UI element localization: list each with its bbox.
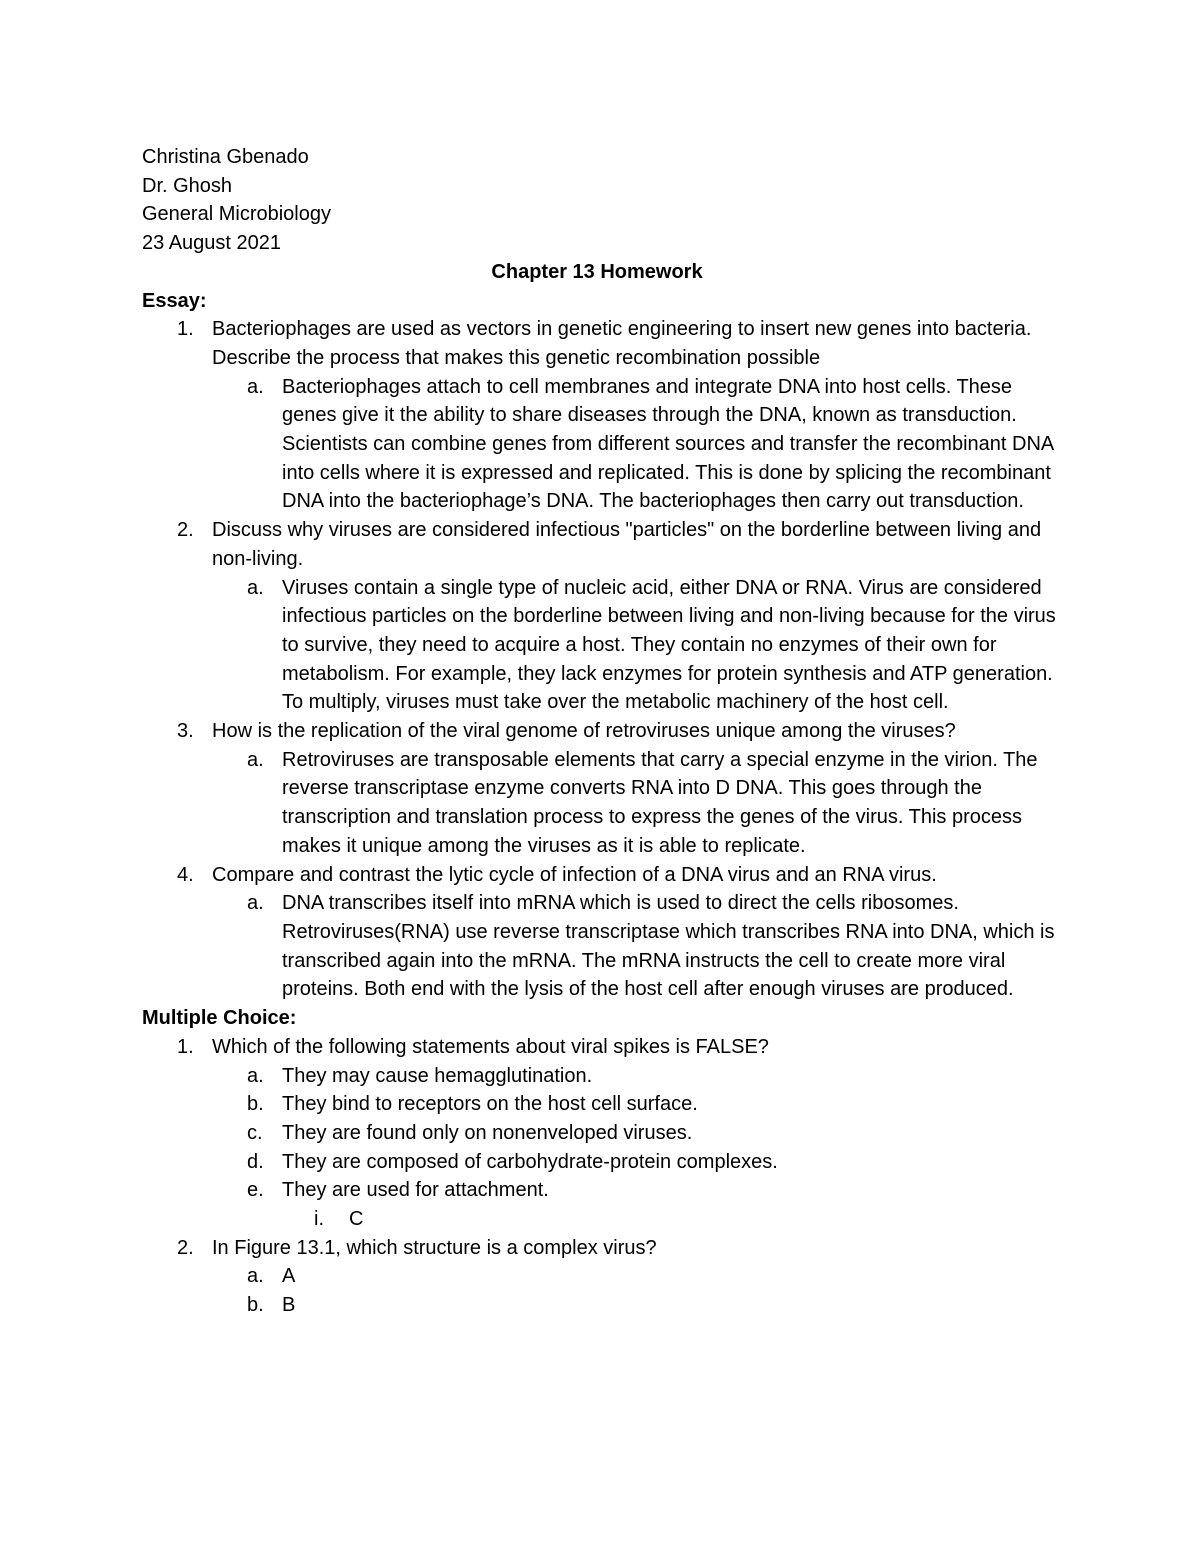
question-text: In Figure 13.1, which structure is a complex virus? <box>212 1236 657 1259</box>
answer-text: DNA transcribes itself into mRNA which is used to direct the cells ribosomes. Retroviruses(RNA) use reverse transcriptase which transcribes RNA into DNA, which is transcribed again into the mRNA. The mRNA instructs the cell to create more viral proteins. Both end with the lysis of the host cell after enough viruses are produced. <box>282 892 1055 1001</box>
answer-text: C <box>349 1208 364 1231</box>
essay-answer <box>142 373 1062 517</box>
answer-label: a. <box>247 576 264 599</box>
question-text: How is the replication of the viral genome of retroviruses unique among the viruses? <box>212 720 956 743</box>
option-text: A <box>282 1265 296 1288</box>
question-text: Which of the following statements about viral spikes is FALSE? <box>212 1035 769 1058</box>
option-label: a. <box>247 1064 264 1087</box>
mc-option <box>142 1090 1062 1119</box>
option-text: They are composed of carbohydrate-protein complexes. <box>282 1150 778 1173</box>
mc-option <box>142 1148 1062 1177</box>
option-text: They are used for attachment. <box>282 1179 549 1202</box>
answer-text: Bacteriophages attach to cell membranes and integrate DNA into host cells. These genes give it the ability to share diseases through the DNA, known as transduction. Scientists can combine genes from different sources and transfer the recombinant DNA into cells where it is expressed and replicated. This is done by splicing the recombinant DNA into the bacteriophage’s DNA. The bacteriophages then carry out transduction. <box>282 375 1054 513</box>
option-text: They may cause hemagglutination. <box>282 1064 593 1087</box>
question-number: 1. <box>177 318 194 341</box>
mc-option <box>142 1119 1062 1148</box>
answer-label: i. <box>314 1208 324 1231</box>
essay-answer <box>142 746 1062 861</box>
option-label: b. <box>247 1294 264 1317</box>
question-number: 3. <box>177 720 194 743</box>
option-label: d. <box>247 1150 264 1173</box>
essay-answer <box>142 574 1062 718</box>
mc-option <box>142 1291 1062 1320</box>
student-name: Christina Gbenado <box>142 146 309 168</box>
question-text: Compare and contrast the lytic cycle of infection of a DNA virus and an RNA virus. <box>212 863 937 886</box>
question-number: 2. <box>177 519 194 542</box>
document-body <box>142 143 1062 1320</box>
mc-option <box>142 1176 1062 1205</box>
answer-label: a. <box>247 892 264 915</box>
option-label: e. <box>247 1179 264 1202</box>
option-text: They are found only on nonenveloped viruses. <box>282 1121 693 1144</box>
essay-answer <box>142 889 1062 1004</box>
page-title: Chapter 13 Homework <box>491 260 703 283</box>
question-number: 1. <box>177 1035 194 1058</box>
question-number: 2. <box>177 1236 194 1259</box>
option-label: c. <box>247 1121 263 1144</box>
option-text: B <box>282 1294 296 1317</box>
option-label: a. <box>247 1265 264 1288</box>
question-text: Bacteriophages are used as vectors in genetic engineering to insert new genes into bacteria. Describe the process that makes this genetic recombination possible <box>212 318 1032 369</box>
mc-question <box>142 1033 1062 1062</box>
answer-label: a. <box>247 748 264 771</box>
answer-label: a. <box>247 375 264 398</box>
mc-option <box>142 1262 1062 1291</box>
answer-text: Viruses contain a single type of nucleic acid, either DNA or RNA. Virus are considered infectious particles on the borderline between living and non-living because for the virus to survive, they need to acquire a host. They contain no enzymes of their own for metabolism. For example, they lack enzymes for protein synthesis and ATP generation. To multiply, viruses must take over the metabolic machinery of the host cell. <box>282 576 1056 714</box>
mc-answer <box>142 1205 1062 1234</box>
option-text: They bind to receptors on the host cell surface. <box>282 1093 698 1116</box>
document-date: 23 August 2021 <box>142 232 282 255</box>
multiple-choice-heading: Multiple Choice: <box>142 1007 297 1030</box>
mc-option <box>142 1062 1062 1091</box>
answer-text: Retroviruses are transposable elements that carry a special enzyme in the virion. The reverse transcriptase enzyme converts RNA into D DNA. This goes through the transcription and translation process to express the genes of the virus. This process makes it unique among the viruses as it is able to replicate. <box>282 748 1038 857</box>
option-label: b. <box>247 1093 264 1116</box>
mc-question <box>142 1234 1062 1263</box>
instructor-name: Dr. Ghosh <box>142 174 233 197</box>
question-number: 4. <box>177 863 194 886</box>
question-text: Discuss why viruses are considered infectious "particles" on the borderline between living and non-living. <box>212 519 1042 570</box>
essay-heading: Essay: <box>142 289 207 312</box>
essay-question <box>142 516 1062 573</box>
essay-question <box>142 861 1062 890</box>
essay-question <box>142 315 1062 372</box>
course-name: General Microbiology <box>142 203 331 226</box>
essay-question <box>142 717 1062 746</box>
